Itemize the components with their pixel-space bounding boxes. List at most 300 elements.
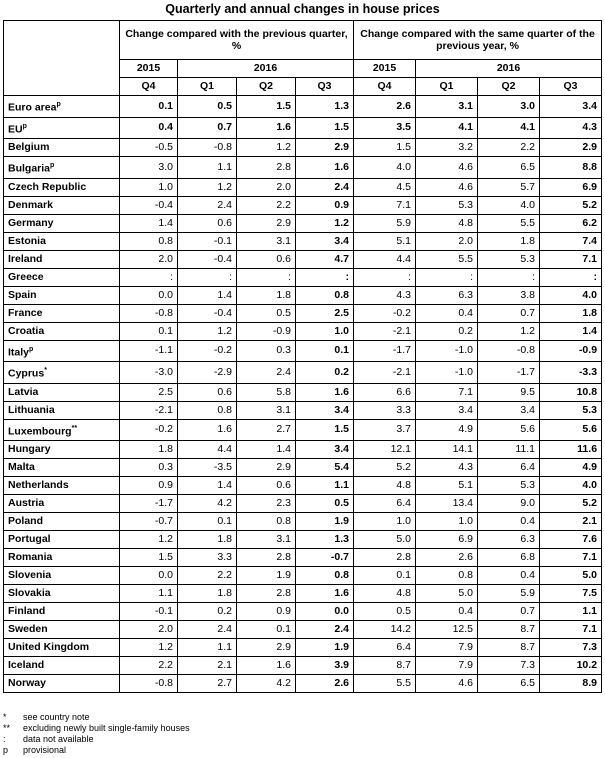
table-row	[4, 362, 602, 384]
footnote-text: data not available	[23, 734, 94, 744]
country-cell	[4, 585, 120, 603]
country-cell	[4, 157, 120, 179]
value-cell: 4.0	[540, 477, 602, 495]
country-name: Estonia	[8, 234, 46, 247]
value-cell: 6.4	[354, 495, 416, 513]
value-cell: 5.3	[540, 401, 602, 419]
value-cell: -0.4	[120, 196, 178, 214]
value-cell: 4.9	[416, 419, 478, 441]
value-cell: 13.4	[416, 495, 478, 513]
value-cell: 10.2	[540, 657, 602, 675]
value-cell: 3.4	[296, 401, 354, 419]
value-cell: :	[416, 268, 478, 286]
value-cell: -0.9	[540, 340, 602, 362]
country-name: Belgium	[8, 141, 50, 153]
value-cell: 1.6	[178, 419, 237, 441]
country-name: Portugal	[8, 533, 51, 545]
table-row	[4, 250, 602, 268]
country-cell	[4, 567, 120, 585]
value-cell: 0.1	[120, 322, 178, 340]
value-cell: 4.5	[354, 178, 416, 196]
value-cell: 0.6	[178, 214, 237, 232]
year-header-2015-quarter: 2015	[120, 60, 178, 78]
value-cell: 2.9	[237, 639, 296, 657]
value-cell: 0.9	[237, 603, 296, 621]
value-cell: 1.6	[296, 585, 354, 603]
quarter-header: Q1	[416, 78, 478, 96]
value-cell: 1.6	[237, 117, 296, 139]
value-cell: 1.5	[237, 96, 296, 118]
value-cell: 7.5	[540, 585, 602, 603]
footnote-key: p	[3, 745, 9, 755]
value-cell: 4.0	[354, 157, 416, 179]
value-cell: 0.8	[237, 513, 296, 531]
value-cell: 3.4	[540, 96, 602, 118]
value-cell: -0.5	[120, 139, 178, 157]
country-cell	[4, 441, 120, 459]
value-cell: 1.5	[354, 139, 416, 157]
value-cell: 4.4	[354, 250, 416, 268]
country-cell	[4, 96, 120, 118]
value-cell: 1.5	[296, 117, 354, 139]
country-cell	[4, 549, 120, 567]
country-name: Iceland	[8, 659, 45, 671]
value-cell: :	[478, 268, 540, 286]
value-cell: 2.8	[237, 585, 296, 603]
value-cell: 4.3	[540, 117, 602, 139]
value-cell: 4.1	[416, 117, 478, 139]
country-cell	[4, 603, 120, 621]
value-cell: 1.8	[120, 441, 178, 459]
value-cell: 4.4	[178, 441, 237, 459]
value-cell: 1.6	[237, 657, 296, 675]
value-cell: -1.7	[120, 495, 178, 513]
table-row	[4, 139, 602, 157]
value-cell: 0.8	[296, 567, 354, 585]
value-cell: 1.2	[120, 531, 178, 549]
value-cell: 4.6	[416, 675, 478, 693]
value-cell: 0.1	[296, 340, 354, 362]
footnote-key: *	[3, 712, 7, 722]
value-cell: 3.5	[354, 117, 416, 139]
country-footnote-mark: p	[50, 162, 55, 169]
country-name: Luxembourg	[8, 425, 72, 437]
value-cell: :	[178, 268, 237, 286]
value-cell: 1.0	[416, 513, 478, 531]
country-name: Greece	[8, 270, 44, 283]
quarter-header: Q2	[478, 78, 540, 96]
value-cell: 2.7	[178, 675, 237, 693]
value-cell: :	[296, 268, 354, 286]
table-title: Quarterly and annual changes in house prices	[165, 2, 440, 16]
value-cell: 7.4	[540, 232, 602, 250]
value-cell: 2.8	[354, 549, 416, 567]
value-cell: 5.2	[540, 196, 602, 214]
value-cell: 12.5	[416, 621, 478, 639]
table-row	[4, 585, 602, 603]
value-cell: 4.0	[478, 196, 540, 214]
value-cell: 1.9	[237, 567, 296, 585]
country-name: Spain	[8, 288, 37, 301]
value-cell: 2.8	[237, 549, 296, 567]
country-name: Hungary	[8, 443, 51, 455]
value-cell: 1.5	[296, 419, 354, 441]
value-cell: 3.0	[120, 157, 178, 179]
country-footnote-mark: p	[22, 122, 27, 130]
table-row	[4, 513, 602, 531]
value-cell: 2.0	[120, 621, 178, 639]
group-header-year: Change compared with the same quarter of the previous year, %	[354, 21, 602, 60]
value-cell: 6.5	[478, 675, 540, 693]
country-cell	[4, 383, 120, 401]
value-cell: 2.9	[296, 139, 354, 157]
value-cell: 5.6	[478, 419, 540, 441]
footnote-line	[3, 712, 190, 723]
value-cell: 2.7	[237, 419, 296, 441]
value-cell: 2.9	[540, 139, 602, 157]
value-cell: 1.1	[178, 157, 237, 179]
value-cell: 11.6	[540, 441, 602, 459]
value-cell: 0.0	[120, 567, 178, 585]
value-cell: 1.0	[296, 322, 354, 340]
value-cell: 4.7	[296, 250, 354, 268]
value-cell: 0.5	[237, 304, 296, 322]
value-cell: 2.4	[296, 178, 354, 196]
table-row	[4, 383, 602, 401]
country-cell	[4, 419, 120, 441]
country-name: Ireland	[8, 252, 43, 265]
value-cell: 7.1	[416, 383, 478, 401]
footnotes	[3, 712, 190, 756]
value-cell: 3.4	[296, 441, 354, 459]
table-row	[4, 157, 602, 179]
value-cell: 4.0	[540, 286, 602, 304]
value-cell: 4.6	[416, 157, 478, 179]
footnote-key: **	[3, 723, 11, 733]
country-footnote-mark: *	[44, 367, 47, 374]
value-cell: 4.1	[478, 117, 540, 139]
value-cell: 3.8	[478, 286, 540, 304]
value-cell: 4.8	[416, 214, 478, 232]
value-cell: 0.7	[178, 117, 237, 139]
value-cell: 1.4	[540, 322, 602, 340]
value-cell: -2.1	[120, 401, 178, 419]
country-cell	[4, 459, 120, 477]
table-body	[4, 96, 602, 693]
country-name: Malta	[8, 461, 35, 473]
table-row	[4, 322, 602, 340]
table-row	[4, 96, 602, 118]
country-name: United Kingdom	[8, 641, 90, 653]
value-cell: 0.5	[296, 495, 354, 513]
year-header-2016-year: 2016	[416, 60, 602, 78]
value-cell: 3.1	[237, 401, 296, 419]
value-cell: 7.1	[540, 621, 602, 639]
value-cell: -0.4	[178, 304, 237, 322]
country-name: EU	[8, 123, 23, 135]
footnote-text: excluding newly built single-family houses	[23, 723, 190, 733]
table-row	[4, 214, 602, 232]
value-cell: 1.1	[296, 477, 354, 495]
year-header-2016-quarter: 2016	[178, 60, 354, 78]
value-cell: 1.6	[296, 157, 354, 179]
value-cell: 1.8	[237, 286, 296, 304]
value-cell: 0.8	[296, 286, 354, 304]
footnote-line	[3, 723, 190, 734]
value-cell: 1.2	[178, 178, 237, 196]
country-name: Denmark	[8, 198, 53, 211]
table-row	[4, 268, 602, 286]
value-cell: 3.1	[237, 232, 296, 250]
value-cell: 2.6	[416, 549, 478, 567]
table-row	[4, 196, 602, 214]
value-cell: 9.0	[478, 495, 540, 513]
value-cell: 4.6	[416, 178, 478, 196]
table-row	[4, 603, 602, 621]
value-cell: 14.2	[354, 621, 416, 639]
table-row	[4, 495, 602, 513]
value-cell: 0.4	[120, 117, 178, 139]
country-name: Latvia	[8, 385, 39, 398]
value-cell: -3.5	[178, 459, 237, 477]
value-cell: 0.6	[178, 383, 237, 401]
table-row	[4, 304, 602, 322]
country-cell	[4, 639, 120, 657]
value-cell: 1.2	[178, 322, 237, 340]
value-cell: 4.3	[354, 286, 416, 304]
table-row	[4, 657, 602, 675]
value-cell: 6.8	[478, 549, 540, 567]
table-row	[4, 340, 602, 362]
value-cell: 0.2	[416, 322, 478, 340]
table-row	[4, 419, 602, 441]
value-cell: 5.2	[540, 495, 602, 513]
value-cell: 0.0	[296, 603, 354, 621]
country-name: Norway	[8, 677, 46, 689]
value-cell: 8.7	[478, 639, 540, 657]
value-cell: 1.8	[178, 585, 237, 603]
value-cell: 5.1	[354, 232, 416, 250]
value-cell: 2.5	[296, 304, 354, 322]
value-cell: 2.3	[237, 495, 296, 513]
value-cell: 0.6	[237, 250, 296, 268]
value-cell: 5.5	[354, 675, 416, 693]
value-cell: 2.1	[178, 657, 237, 675]
value-cell: 5.7	[478, 178, 540, 196]
value-cell: 1.3	[296, 96, 354, 118]
country-cell	[4, 513, 120, 531]
value-cell: 11.1	[478, 441, 540, 459]
country-cell	[4, 196, 120, 214]
value-cell: 5.8	[237, 383, 296, 401]
value-cell: 1.8	[540, 304, 602, 322]
country-cell	[4, 531, 120, 549]
value-cell: 6.4	[478, 459, 540, 477]
value-cell: 5.0	[416, 585, 478, 603]
country-name: Germany	[8, 216, 54, 229]
value-cell: 5.3	[478, 477, 540, 495]
value-cell: 5.0	[540, 567, 602, 585]
value-cell: 0.5	[354, 603, 416, 621]
value-cell: 1.9	[296, 513, 354, 531]
country-cell	[4, 675, 120, 693]
value-cell: 2.2	[478, 139, 540, 157]
value-cell: 5.1	[416, 477, 478, 495]
value-cell: 3.9	[296, 657, 354, 675]
value-cell: 6.9	[540, 178, 602, 196]
value-cell: 5.9	[354, 214, 416, 232]
value-cell: :	[237, 268, 296, 286]
value-cell: 1.4	[178, 286, 237, 304]
table-row	[4, 477, 602, 495]
value-cell: 3.1	[416, 96, 478, 118]
table-row	[4, 675, 602, 693]
value-cell: 5.3	[478, 250, 540, 268]
value-cell: 7.9	[416, 657, 478, 675]
value-cell: -0.8	[178, 139, 237, 157]
value-cell: :	[354, 268, 416, 286]
country-name: Sweden	[8, 623, 48, 635]
value-cell: 5.5	[478, 214, 540, 232]
quarter-header: Q4	[354, 78, 416, 96]
table-row	[4, 567, 602, 585]
value-cell: 1.2	[296, 214, 354, 232]
value-cell: 4.2	[178, 495, 237, 513]
value-cell: 0.9	[296, 196, 354, 214]
value-cell: 0.5	[178, 96, 237, 118]
value-cell: -0.2	[178, 340, 237, 362]
value-cell: 1.4	[237, 441, 296, 459]
country-name: Bulgaria	[8, 162, 51, 175]
country-name: Lithuania	[8, 403, 55, 416]
table-row	[4, 401, 602, 419]
country-cell	[4, 322, 120, 340]
value-cell: 5.9	[478, 585, 540, 603]
value-cell: 3.3	[178, 549, 237, 567]
table-row	[4, 549, 602, 567]
value-cell: 2.9	[237, 214, 296, 232]
country-cell	[4, 232, 120, 250]
value-cell: 0.8	[416, 567, 478, 585]
value-cell: 3.4	[416, 401, 478, 419]
value-cell: 8.7	[354, 657, 416, 675]
value-cell: 2.0	[237, 178, 296, 196]
country-footnote-mark: **	[71, 424, 78, 432]
footnote-text: see country note	[23, 712, 90, 722]
country-name: Netherlands	[8, 479, 69, 491]
value-cell: 1.4	[120, 214, 178, 232]
value-cell: 8.9	[540, 675, 602, 693]
quarter-header: Q4	[120, 78, 178, 96]
quarter-header: Q1	[178, 78, 237, 96]
footnote-text: provisional	[23, 745, 67, 755]
quarter-header: Q2	[237, 78, 296, 96]
value-cell: 6.2	[540, 214, 602, 232]
value-cell: 0.1	[237, 621, 296, 639]
value-cell: -2.1	[354, 362, 416, 384]
value-cell: 0.3	[120, 459, 178, 477]
country-cell	[4, 362, 120, 384]
value-cell: 0.7	[478, 304, 540, 322]
value-cell: 4.2	[237, 675, 296, 693]
value-cell: -0.2	[120, 419, 178, 441]
table-row	[4, 441, 602, 459]
value-cell: 7.3	[478, 657, 540, 675]
value-cell: -0.7	[296, 549, 354, 567]
value-cell: 0.4	[416, 304, 478, 322]
country-name: Czech Republic	[8, 180, 87, 193]
country-name: Italy	[8, 346, 30, 358]
value-cell: 2.5	[120, 383, 178, 401]
value-cell: 6.4	[354, 639, 416, 657]
value-cell: 4.8	[354, 477, 416, 495]
country-name: Slovakia	[8, 587, 51, 599]
value-cell: 14.1	[416, 441, 478, 459]
table-row	[4, 639, 602, 657]
value-cell: 0.7	[478, 603, 540, 621]
value-cell: 1.1	[540, 603, 602, 621]
country-name: Slovenia	[8, 569, 52, 581]
value-cell: -0.7	[120, 513, 178, 531]
country-name: Euro area	[8, 101, 57, 114]
value-cell: 7.1	[354, 196, 416, 214]
value-cell: 5.0	[354, 531, 416, 549]
country-cell	[4, 340, 120, 362]
value-cell: -0.8	[120, 675, 178, 693]
value-cell: 3.4	[478, 401, 540, 419]
value-cell: 6.5	[478, 157, 540, 179]
value-cell: -0.8	[120, 304, 178, 322]
value-cell: 1.8	[478, 232, 540, 250]
country-footnote-mark: p	[56, 101, 61, 108]
value-cell: 1.1	[178, 639, 237, 657]
country-cell	[4, 268, 120, 286]
value-cell: 2.2	[120, 657, 178, 675]
value-cell: 0.0	[120, 286, 178, 304]
country-cell	[4, 401, 120, 419]
value-cell: 2.4	[237, 362, 296, 384]
footnote-key: :	[3, 734, 6, 744]
value-cell: 5.3	[416, 196, 478, 214]
table-row	[4, 459, 602, 477]
value-cell: 2.9	[237, 459, 296, 477]
value-cell: -0.1	[178, 232, 237, 250]
country-cell	[4, 178, 120, 196]
country-name: France	[8, 306, 43, 319]
value-cell: 3.3	[354, 401, 416, 419]
value-cell: 5.2	[354, 459, 416, 477]
quarter-header: Q3	[540, 78, 602, 96]
group-header-quarter: Change compared with the previous quarter, %	[120, 21, 354, 60]
value-cell: -0.2	[354, 304, 416, 322]
country-name: Poland	[8, 515, 44, 527]
value-cell: 7.9	[416, 639, 478, 657]
value-cell: 2.4	[296, 621, 354, 639]
country-name: Romania	[8, 551, 53, 563]
value-cell: 8.7	[478, 621, 540, 639]
value-cell: 3.1	[237, 531, 296, 549]
value-cell: -1.1	[120, 340, 178, 362]
country-cell	[4, 139, 120, 157]
value-cell: 2.4	[178, 196, 237, 214]
value-cell: 2.2	[178, 567, 237, 585]
value-cell: 4.9	[540, 459, 602, 477]
value-cell: -0.9	[237, 322, 296, 340]
value-cell: 1.4	[178, 477, 237, 495]
value-cell: 2.4	[178, 621, 237, 639]
country-name: Cyprus	[8, 367, 45, 380]
value-cell: -2.9	[178, 362, 237, 384]
